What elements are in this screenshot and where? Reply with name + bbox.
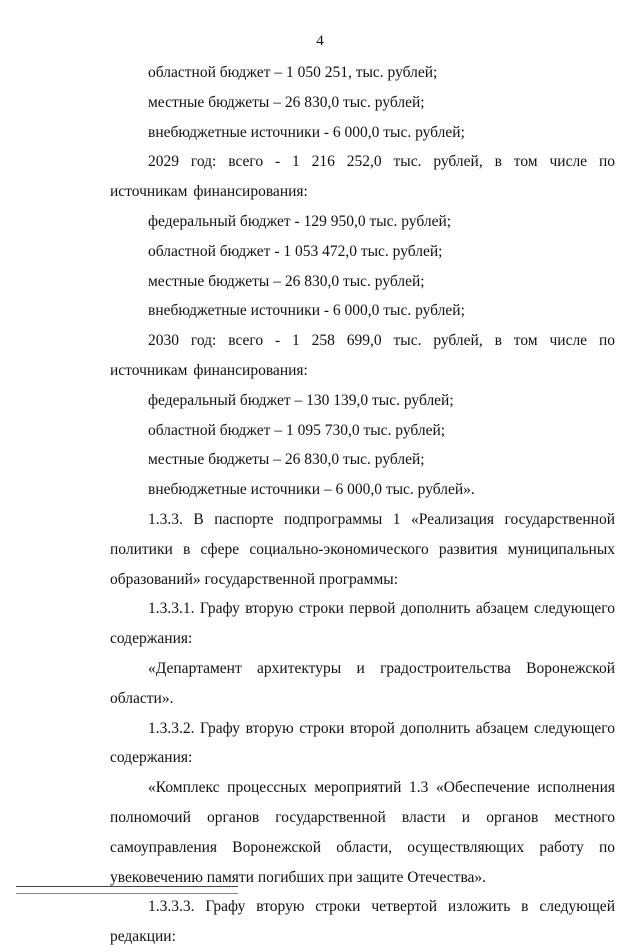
page-number: 4: [316, 33, 324, 49]
paragraph-year-2030-total: 2030 год: всего - 1 258 699,0 тыс. рублей, в том числе по источникам финансирования:: [110, 332, 615, 379]
paragraph-federal-budget-2030: федеральный бюджет – 130 139,0 тыс. рублей;: [148, 391, 454, 409]
footer-rule: [16, 886, 238, 887]
paragraph-year-2029-total: 2029 год: всего - 1 216 252,0 тыс. рублей, в том числе по источникам финансирования:: [110, 153, 615, 201]
footer-rule-secondary: [16, 893, 238, 894]
paragraph-extra-budget-2030: внебюджетные источники – 6 000,0 тыс. рублей».: [148, 481, 475, 499]
paragraph-regional-budget-2030: областной бюджет – 1 095 730,0 тыс. рублей;: [148, 421, 446, 439]
paragraph-section-1-3-3-3: 1.3.3.3. Графу вторую строки четвертой изложить в следующей редакции:: [110, 898, 615, 946]
paragraph-section-1-3-3: 1.3.3. В паспорте подпрограммы 1 «Реализация государственной политики в сфере социально-экономического развития муниципальных образований» государственной программы:: [110, 510, 615, 588]
paragraph-federal-budget-2029: федеральный бюджет - 129 950,0 тыс. рублей;: [148, 212, 452, 230]
paragraph-extra-budget-2028: внебюджетные источники - 6 000,0 тыс. рублей;: [148, 123, 465, 141]
paragraph-section-1-3-3-1: 1.3.3.1. Графу вторую строки первой дополнить абзацем следующего содержания:: [110, 600, 615, 648]
paragraph-section-1-3-3-2: 1.3.3.2. Графу вторую строки второй дополнить абзацем следующего содержания:: [110, 719, 615, 767]
paragraph-local-budgets-2030: местные бюджеты – 26 830,0 тыс. рублей;: [148, 451, 425, 469]
paragraph-regional-budget-2028: областной бюджет – 1 050 251, тыс. рублей;: [148, 64, 438, 81]
paragraph-regional-budget-2029: областной бюджет - 1 053 472,0 тыс. рублей;: [148, 242, 443, 260]
paragraph-department-quote: «Департамент архитектуры и градостроительства Воронежской области».: [110, 659, 615, 707]
paragraph-local-budgets-2028: местные бюджеты – 26 830,0 тыс. рублей;: [148, 93, 425, 111]
paragraph-process-measures-quote: «Комплекс процессных мероприятий 1.3 «Обеспечение исполнения полномочий органов государственной власти и органов местного самоуправления Воронежской области, осуществляющих работу по увековечению памяти погибших при защите Отечества».: [110, 779, 615, 886]
paragraph-local-budgets-2029: местные бюджеты – 26 830,0 тыс. рублей;: [148, 272, 425, 290]
document-body: [110, 58, 615, 952]
paragraph-extra-budget-2029: внебюджетные источники - 6 000,0 тыс. рублей;: [148, 302, 465, 320]
